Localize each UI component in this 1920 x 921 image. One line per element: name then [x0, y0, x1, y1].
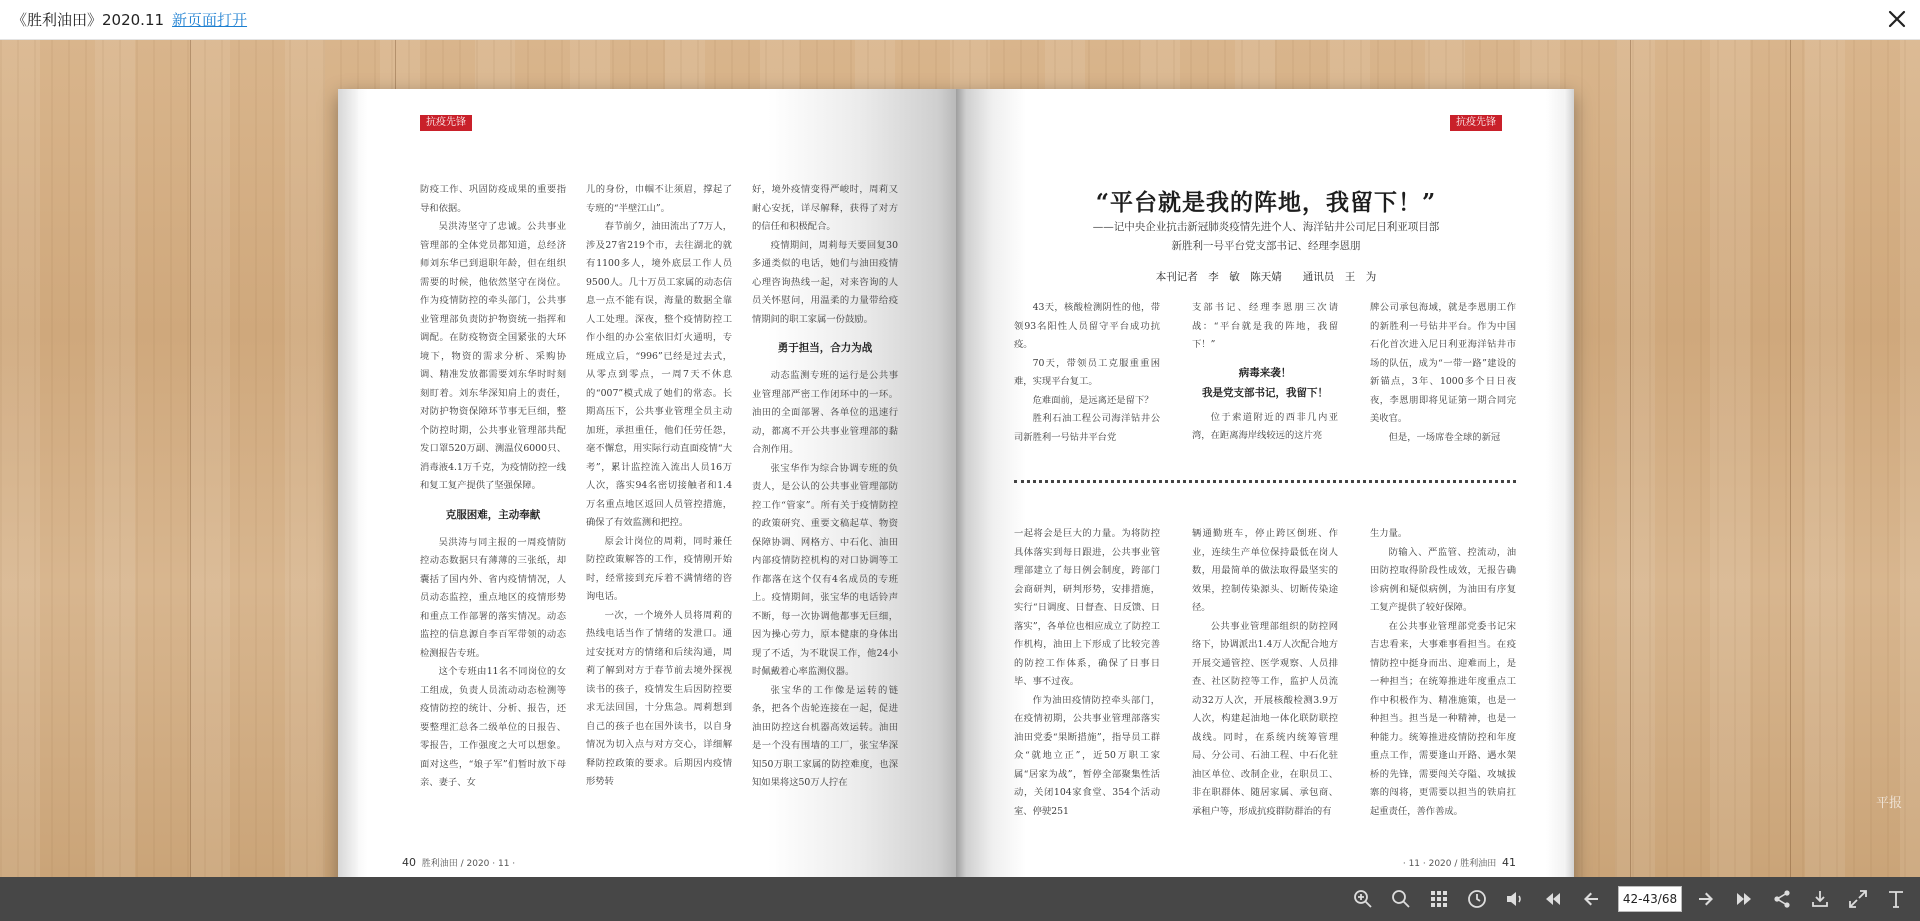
- watermark: 平报: [1875, 796, 1902, 811]
- document-title: 《胜利油田》2020.11: [12, 11, 165, 29]
- paragraph: 疫情期间，周莉每天要回复30多通类似的电话，她们与油田疫情心理咨询热线一起，对来咨询的人员关怀慰问，用温柔的力量带给疫情期间的职工家属一份鼓励。: [752, 239, 898, 325]
- paragraph: 作为油田疫情防控牵头部门，在疫情初期，公共事业管理部落实油田党委“果断措施”，指导员工群众“就地立正”，近50万职工家属“居家为战”，暂停全部聚集性活动，关闭104家食堂、354个活动室、停驶251: [1014, 694, 1160, 817]
- paragraph: 但是，一场席卷全球的新冠: [1388, 431, 1501, 443]
- divider: [1014, 480, 1516, 483]
- page-number: 41: [1502, 856, 1516, 869]
- prev-page-icon[interactable]: [1579, 887, 1603, 911]
- paragraph: 70天，带领员工克服重重困难，实现平台复工。: [1014, 357, 1160, 387]
- paragraph: 儿的身份，巾帼不让须眉，撑起了专班的“半壁江山”。: [586, 184, 732, 214]
- text-column: [1370, 525, 1516, 837]
- paragraph: 牌公司承包海域，就是李恩朋工作的新胜利一号钻井平台。作为中国石化首次进入尼日利亚海洋钻井市场的队伍，成为“一带一路”建设的新锚点，3年、1000多个日日夜夜，李恩朋即将见证第一期合同完美收官。: [1370, 302, 1516, 424]
- paragraph: 公共事业管理部组织的防控网络下，协调派出1.4万人次配合地方开展交通管控、医学观察、人员排查、社区防控等工作，监护人员流动32万人次，开展核酸检测3.9万人次，构建起油地一体化联防联控战线。同时，在系统内统筹管理局、分公司、石油工程、中石化驻油区单位、改制企业，在职员工、非在职群体、随居家属、承包商、承租户等，形成抗疫群防群治的有: [1192, 620, 1338, 817]
- search-icon[interactable]: [1389, 887, 1413, 911]
- text-column: [752, 181, 898, 831]
- sound-icon[interactable]: [1503, 887, 1527, 911]
- paragraph: 原会计岗位的周莉，同时兼任防控政策解答的工作，疫情刚开始时，经常接到充斥着不满情绪的咨询电话。: [586, 535, 732, 602]
- share-icon[interactable]: [1770, 887, 1794, 911]
- footer-text: · 11 · 2020 / 胜利油田: [1402, 859, 1497, 869]
- section-heading: 病毒来袭！: [1238, 366, 1292, 379]
- paragraph: 在公共事业管理部党委书记宋吉忠看来，大事难事看担当。在疫情防控中挺身而出、迎难而上，是一种担当；在统筹推进年度重点工作中积极作为、精准施策，也是一种担当。担当是一种精神，也是一种能力。统筹推进疫情防控和年度重点工作，需要逢山开路、遇水架桥的先锋，需要闯关夺隘、攻城拔寨的闯将，更需要以担当的铁肩扛起重责任，善作善成。: [1370, 620, 1516, 817]
- text-column: [586, 181, 732, 831]
- page-number-input[interactable]: 42-43/68: [1618, 886, 1682, 912]
- article-title: “平台就是我的阵地，我留下！”: [1095, 189, 1437, 216]
- paragraph: 危难面前，是远离还是留下？: [1032, 394, 1154, 406]
- paragraph: 吴洪涛坚守了忠诚。公共事业管理部的全体党员都知道，总经济师刘东华已到退职年龄，但在组织需要的时候，他依然坚守在岗位。作为疫情防控的牵头部门，公共事业管理部负责防护物资统一指挥和调配。在防疫物资全国紧张的大环境下，物资的需求分析、采购协调、精准发放都需要刘东华时时刻刻盯着。刘东华深知肩上的责任，对防护物资保障环节事无巨细，整个防控时期，公共事业管理部共配发口罩520万副、测温仪6000只、消毒液4.1万千克，为疫情防控一线和复工复产提供了坚强保障。: [420, 221, 566, 491]
- page-footer: [402, 856, 515, 869]
- close-icon[interactable]: [1886, 8, 1908, 30]
- section-tag: 抗疫先锋: [420, 115, 472, 131]
- paragraph: 防输入、严监管、控流动，油田防控取得阶段性成效，无报告确诊病例和疑似病例，为油田有序复工复产提供了较好保障。: [1370, 546, 1516, 613]
- paragraph: 张宝华作为综合协调专班的负责人，是公认的公共事业管理部防控工作“管家”。所有关于疫情防控的政策研究、重要文稿起草、物资保障协调、网格方、中石化、油田内部疫情防控机构的对口协调等工作都落在这个仅有4名成员的专班上。疫情期间，张宝华的电话铃声不断，每一次协调他都事无巨细，因为操心劳力，原本健康的身体出现了不适，为不耽误工作，他24小时佩戴着心率监测仪器。: [752, 462, 898, 677]
- bottom-toolbar: [0, 877, 1920, 921]
- text-column: [1192, 299, 1338, 471]
- right-page[interactable]: [956, 89, 1574, 877]
- paragraph: 位于索道附近的西非几内亚湾，在距离海岸线较远的这片亮: [1192, 411, 1338, 441]
- text-icon[interactable]: [1884, 887, 1908, 911]
- paragraph: 好，境外疫情变得严峻时，周莉又耐心安抚，详尽解释，获得了对方的信任和积极配合。: [752, 184, 898, 232]
- next-page-icon[interactable]: [1694, 887, 1718, 911]
- footer-text: 胜利油田 / 2020 · 11 ·: [421, 859, 516, 869]
- paragraph: 春节前夕，油田流出了7万人，涉及27省219个市，去往湖北的就有1100多人，境外底层工作人员9500人。几十万员工家属的动态信息一点不能有误，海量的数据全靠人工处理。深夜，整个疫情防控工作小组的办公室依旧灯火通明，专班成立后，“996”已经是过去式，从零点到零点，一周7天不休息的“007”模式成了她们的常态。长期高压下，公共事业管理全员主动加班，承担重任，他们任劳任怨，毫不懈怠，用实际行动直面疫情“大考”，累计监控流入流出人员16万人次，落实94名密切接触者和1.4万名重点地区返回人员管控措施，确保了有效监测和把控。: [586, 221, 732, 528]
- left-page[interactable]: [338, 89, 956, 877]
- last-page-icon[interactable]: [1732, 887, 1756, 911]
- reader-stage: [0, 40, 1920, 877]
- paragraph: 这个专班由11名不同岗位的女工组成，负责人员流动动态检测等疫情防控的统计、分析、报告，还要整理汇总各二级单位的日报告、零报告，工作强度之大可以想象。面对这些，“娘子军”们暂时放下母亲、妻子、女: [420, 666, 566, 788]
- text-column: [1192, 525, 1338, 837]
- article-authors: 本刊记者 李 敏 陈天婧 通讯员 王 为: [1155, 271, 1377, 283]
- text-column: [420, 181, 566, 831]
- article-subtitle: 新胜利一号平台党支部书记、经理李恩朋: [1171, 240, 1361, 252]
- paragraph: 防疫工作、巩固防疫成果的重要指导和依据。: [420, 184, 566, 214]
- fullscreen-icon[interactable]: [1846, 887, 1870, 911]
- text-column: [1014, 525, 1160, 837]
- paragraph: 支部书记、经理李恩朋三次请战：“平台就是我的阵地，我留下！”: [1192, 302, 1338, 350]
- section-tag: 抗疫先锋: [1450, 115, 1502, 131]
- article-subtitle: ——记中央企业抗击新冠肺炎疫情先进个人、海洋钻井公司尼日利亚项目部: [1092, 221, 1440, 233]
- paragraph: 辆通勤班车，停止跨区倒班、作业，连续生产单位保持最低在岗人数，用最简单的做法取得最坚实的效果，控制传染源头、切断传染途径。: [1192, 528, 1338, 613]
- section-heading: 我是党支部书记，我留下！: [1202, 386, 1328, 399]
- page-footer: [1403, 856, 1516, 869]
- paragraph: 一次，一个境外人员将周莉的热线电话当作了情绪的发泄口。通过安抚对方的情绪和后续沟通，周莉了解到对方于春节前去境外探视读书的孩子，疫情发生后因防控要求无法回国，十分焦急。周莉想到自己的孩子也在国外读书，以自身情况为切入点与对方交心，详细解释防控政策的要求。后期因内疫情形势转: [586, 609, 732, 787]
- text-column: [1370, 299, 1516, 471]
- download-icon[interactable]: [1808, 887, 1832, 911]
- magazine-spread[interactable]: [338, 89, 1574, 877]
- text-column: [1014, 299, 1160, 471]
- page-number: 40: [402, 856, 416, 869]
- section-heading: 勇于担当，合力为战: [777, 342, 873, 354]
- paragraph: 张宝华的工作像是运转的链条，把各个齿轮连接在一起，促进油田防控这台机器高效运转。油田是一个没有围墙的工厂，张宝华深知50万职工家属的防控难度，也深知如果将这50万人拧在: [752, 684, 898, 788]
- paragraph: 43天，核酸检测阴性的他，带领93名阳性人员留守平台成功抗疫。: [1014, 302, 1160, 350]
- section-heading: 克服困难，主动奉献: [445, 508, 541, 521]
- zoom-in-icon[interactable]: [1351, 887, 1375, 911]
- thumbnails-icon[interactable]: [1427, 887, 1451, 911]
- paragraph: 吴洪涛与同主报的一周疫情防控动态数据只有薄薄的三张纸，却囊括了国内外、省内疫情情况，人员动态监控，重点地区的疫情形势和重点工作部署的落实情况。动态监控的信息源自李百军带领的动态检测报告专班。: [420, 536, 566, 659]
- paragraph: 动态监测专班的运行是公共事业管理部严密工作闭环中的一环。油田的全面部署、各单位的迅速行动，都离不开公共事业管理部的黏合剂作用。: [752, 370, 898, 455]
- paragraph: 一起将会是巨大的力量。为将防控具体落实到每日跟进，公共事业管理部建立了每日例会制度，跨部门会商研判，研判形势，安排措施，实行“日调度、日督查、日反馈、日落实”，各单位也相应成立了防控工作机构，油田上下形成了比较完善的防控工作体系，确保了日事日毕、事不过夜。: [1014, 528, 1160, 687]
- paragraph: 生力量。: [1370, 528, 1408, 539]
- autoplay-icon[interactable]: [1465, 887, 1489, 911]
- first-page-icon[interactable]: [1541, 887, 1565, 911]
- open-new-page-link[interactable]: 新页面打开: [172, 11, 248, 29]
- paragraph: 胜利石油工程公司海洋钻井公司新胜利一号钻井平台党: [1014, 413, 1160, 443]
- top-bar: [0, 0, 1920, 40]
